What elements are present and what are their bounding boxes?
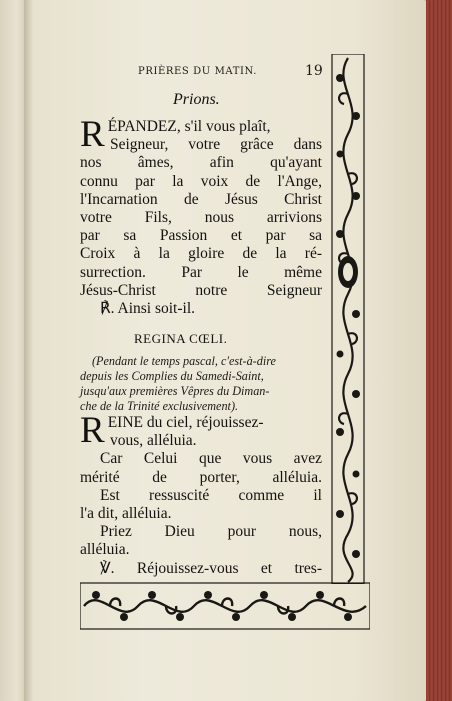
regina-line: vous, alléluia. — [110, 432, 197, 450]
running-title: PRIÈRES DU MATIN. — [138, 66, 258, 77]
regina-versicle: ℣. Réjouissez-vous et tres- — [100, 559, 322, 577]
prayer-response: ℟. Ainsi soit-il. — [100, 300, 196, 318]
regina-line: mérité de porter, alléluia. — [80, 468, 322, 486]
prayer-line: connu par la voix de l'Ange, — [80, 172, 322, 190]
regina-first-word: EINE — [107, 414, 143, 431]
book-gutter — [24, 0, 34, 701]
prayer-line: par sa Passion et par sa — [80, 227, 322, 245]
prayer-line-text: s'il vous plaît, — [184, 118, 271, 135]
prayer-paragraph — [80, 114, 322, 318]
prayer-dropcap: R — [80, 114, 105, 155]
rubric-line: che de la Trinité exclusivement). — [80, 399, 239, 413]
regina-rubric — [80, 354, 322, 414]
prayer-line: nos âmes, afin qu'ayant — [80, 154, 322, 172]
regina-line-text: du ciel, réjouissez- — [146, 414, 264, 431]
regina-line: l'a dit, alléluia. — [80, 505, 172, 522]
rubric-line: (Pendant le temps pascal, c'est-à-dire — [92, 354, 276, 368]
rubric-line: depuis les Complies du Samedi-Saint, — [80, 369, 264, 383]
prayer-line: Seigneur, votre grâce dans — [110, 136, 322, 154]
prayer-line: surrection. Par le même — [80, 263, 322, 281]
regina-line: Est ressuscité comme il — [100, 486, 322, 504]
prayer-line: l'Incarnation de Jésus Christ — [80, 190, 322, 208]
regina-title: REGINA CŒLI. — [134, 331, 228, 346]
rubric-line: jusqu'aux premières Vêpres du Diman- — [80, 384, 270, 398]
prayer-heading: Prions. — [173, 91, 220, 108]
regina-line: Car Celui que vous avez — [100, 450, 322, 468]
prayer-first-word: ÉPANDEZ, — [107, 118, 181, 135]
floral-vine-ornament — [326, 54, 370, 584]
prayer-line: Jésus-Christ notre Seigneur — [80, 281, 322, 299]
regina-line: alléluia. — [80, 541, 130, 559]
page-edges — [426, 0, 452, 701]
regina-dropcap: R — [80, 410, 105, 451]
prayer-line: votre Fils, nous arrivions — [80, 209, 322, 226]
prayer-line: Croix à la gloire de la ré- — [80, 245, 322, 263]
regina-line: Priez Dieu pour nous, — [100, 523, 322, 541]
floral-scroll-ornament — [80, 581, 370, 631]
page-number: 19 — [305, 63, 323, 79]
regina-paragraph — [80, 410, 322, 578]
